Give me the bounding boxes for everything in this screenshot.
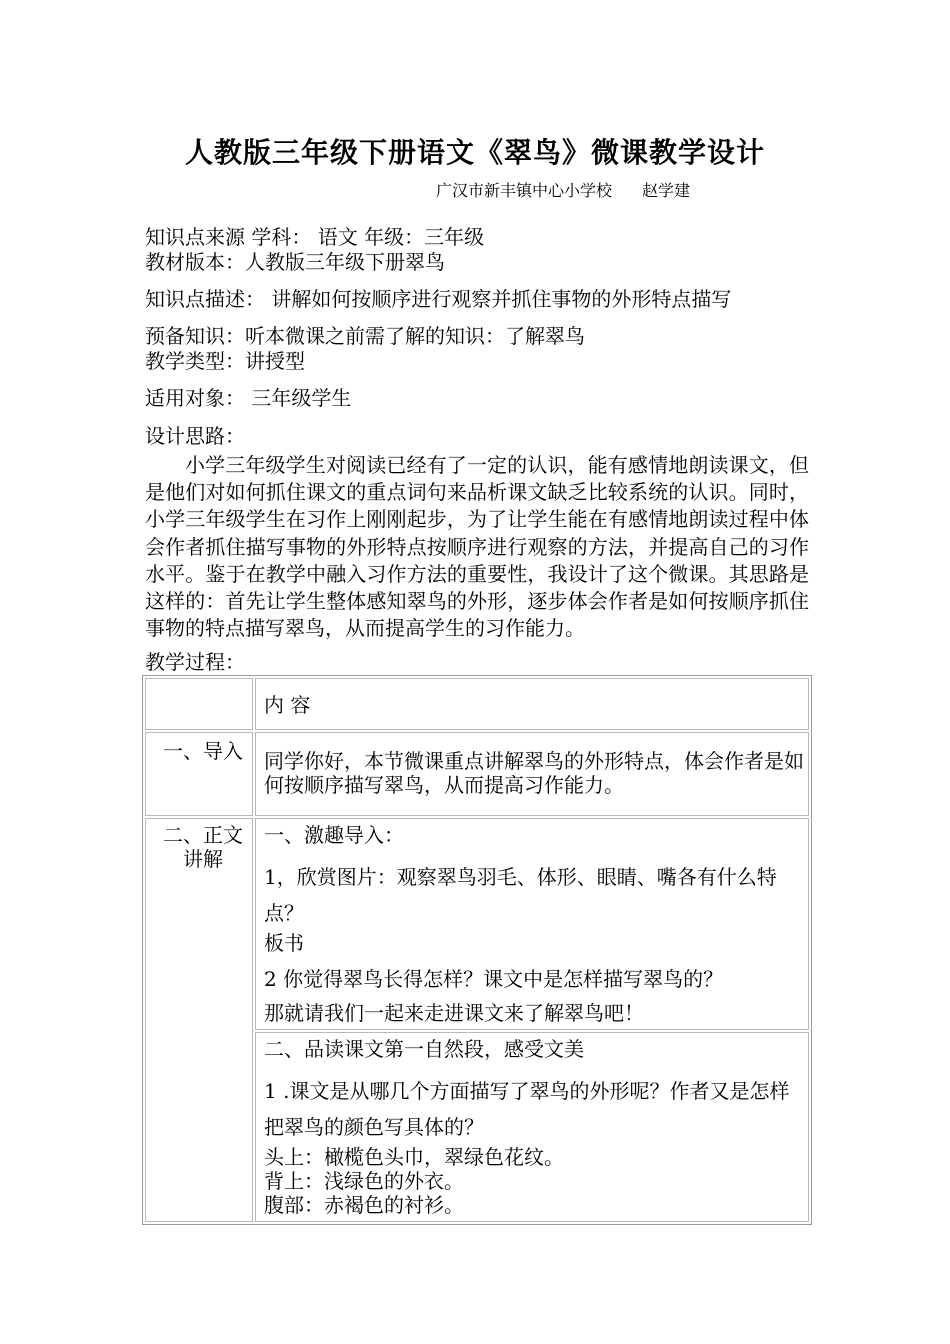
target-audience: 适用对象： 三年级学生 — [145, 386, 352, 410]
school-name: 广汉市新丰镇中心小学校 — [436, 181, 613, 200]
table-header-stage-cell — [145, 678, 253, 730]
back-description: 背上：浅绿色的外衣。 — [264, 1169, 464, 1193]
section-heading: 一、激趣导入： — [264, 823, 404, 847]
question-3: 那就请我们一起来走进课文来了解翠鸟吧！ — [264, 1001, 644, 1025]
belly-description: 腹部：赤褐色的衬衫。 — [264, 1193, 464, 1217]
table-header-row — [145, 678, 809, 730]
table-row — [145, 818, 809, 1030]
board-label: 板书 — [264, 931, 304, 955]
process-label: 教学过程： — [145, 650, 245, 674]
stage-cell: 二、正文讲解 — [145, 818, 253, 1222]
question-2: 2 你觉得翠鸟长得怎样？课文中是怎样描写翠鸟的？ — [264, 967, 724, 991]
content-cell — [255, 732, 809, 816]
content-cell — [255, 818, 809, 1030]
table-header-content-cell — [255, 678, 809, 730]
intro-text: 同学你好，本节微课重点讲解翠鸟的外形特点，体会作者是如何按顺序描写翠鸟，从而提高习作能力。 — [264, 749, 804, 797]
textbook-version: 教材版本：人教版三年级下册翠鸟 — [145, 250, 445, 274]
prior-knowledge: 预备知识：听本微课之前需了解的知识：了解翠鸟 — [145, 324, 585, 348]
stage-cell: 一、导入 — [145, 732, 253, 816]
question-1: 1，欣赏图片：观察翠鸟羽毛、体形、眼睛、嘴各有什么特点？ — [264, 865, 777, 925]
process-table — [142, 675, 812, 1225]
section-heading: 二、品读课文第一自然段，感受文美 — [264, 1037, 584, 1061]
author-line — [436, 178, 690, 201]
design-paragraph: 小学三年级学生对阅读已经有了一定的认识，能有感情地朗读课文，但是他们对如何抓住课文的重点词句来品析课文缺乏比较系统的认识。同时，小学三年级学生在习作上刚刚起步，为了让学生能在有感情地朗读过程中体会作者抓住描写事物的外形特点按顺序进行观察的方法，并提高自己的习作水平。鉴于在教学中融入习作方法的重要性，我设计了这个微课。其思路是这样的：首先让学生整体感知翠鸟的外形，逐步体会作者是如何按顺序抓住事物的特点描写翠鸟，从而提高学生的习作能力。 — [145, 453, 809, 641]
head-description: 头上：橄榄色头巾，翠绿色花纹。 — [264, 1145, 564, 1169]
knowledge-source: 知识点来源 学科： 语文 年级：三年级 — [145, 225, 485, 249]
author-name: 赵学建 — [642, 181, 691, 200]
content-header: 内 容 — [264, 693, 311, 717]
knowledge-description: 知识点描述： 讲解如何按顺序进行观察并抓住事物的外形特点描写 — [145, 287, 732, 311]
document-title: 人教版三年级下册语文《翠鸟》微课教学设计 — [184, 136, 765, 169]
content-cell — [255, 1032, 809, 1222]
question-1: 1 .课文是从哪几个方面描写了翠鸟的外形呢？作者又是怎样把翠鸟的颜色写具体的？ — [264, 1079, 790, 1139]
design-label: 设计思路： — [145, 424, 245, 448]
table-row — [145, 732, 809, 816]
teaching-type: 教学类型：讲授型 — [145, 349, 305, 373]
